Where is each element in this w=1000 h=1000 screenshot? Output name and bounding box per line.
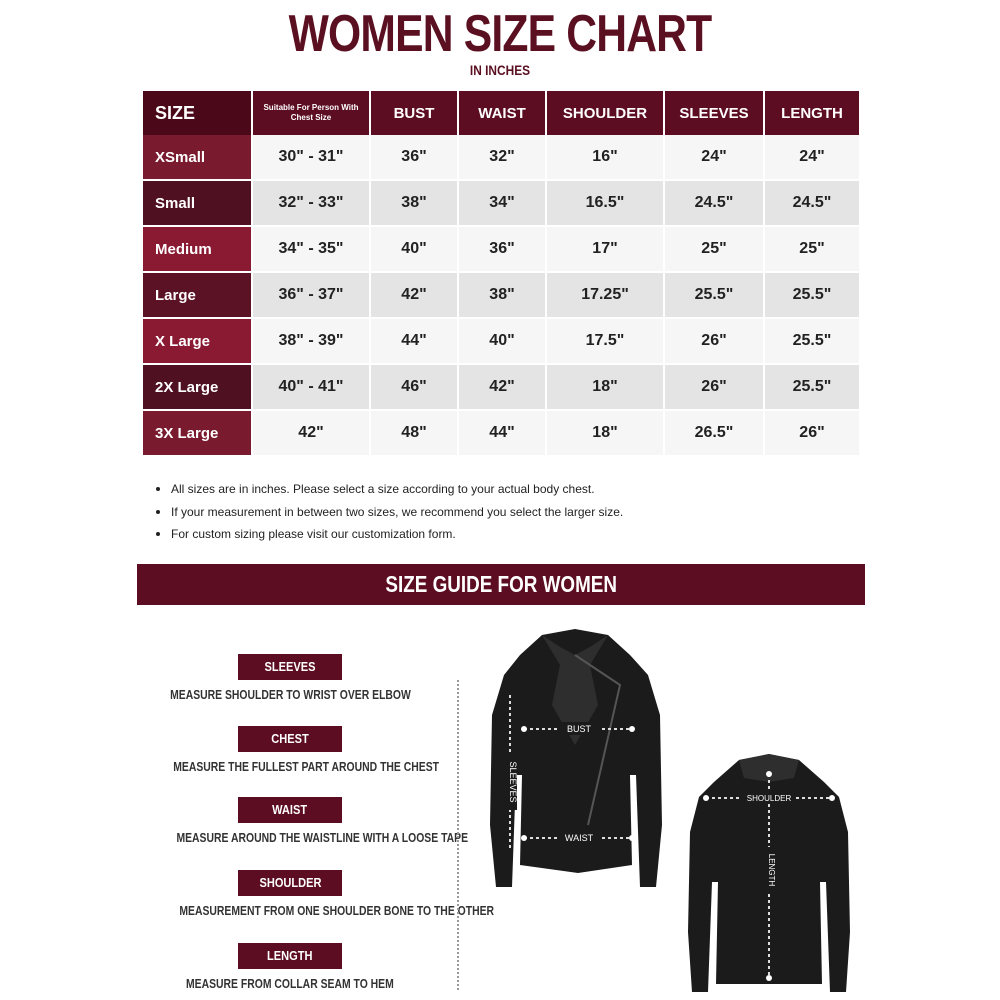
sleeves-label: SLEEVES: [508, 761, 518, 803]
table-cell: 24.5": [665, 181, 765, 227]
size-notes: [156, 478, 756, 546]
table-cell: 46": [371, 365, 459, 411]
table-cell: 48": [371, 411, 459, 457]
guide-description: [140, 976, 440, 991]
page-title: WOMEN SIZE CHART: [288, 5, 712, 63]
table-cell: 25.5": [765, 273, 859, 319]
size-guide-title: SIZE GUIDE FOR WOMEN: [385, 571, 617, 597]
guide-description: [140, 903, 495, 918]
front-jacket-image: [480, 625, 670, 895]
guide-divider: [457, 680, 459, 990]
table-cell: 24": [665, 135, 765, 181]
guide-item-chest: [140, 726, 440, 774]
table-cell: 26": [665, 319, 765, 365]
guide-description: [140, 687, 440, 702]
column-header-chest-size: Suitable For Person With Chest Size: [253, 91, 371, 135]
table-cell: 36" - 37": [253, 273, 371, 319]
table-cell: 16.5": [547, 181, 665, 227]
table-cell: 18": [547, 365, 665, 411]
guide-description-text: MEASUREMENT FROM ONE SHOULDER BONE TO THE OTHER: [179, 903, 495, 918]
guide-tag: [238, 654, 342, 680]
column-header-waist: WAIST: [459, 91, 547, 135]
table-cell: 36": [371, 135, 459, 181]
shoulder-label: SHOULDER: [746, 794, 792, 803]
size-label-cell: Large: [143, 273, 253, 319]
guide-item-length: [140, 943, 440, 991]
guide-item-sleeves: [140, 654, 440, 702]
table-cell: 42": [371, 273, 459, 319]
size-label-cell: XSmall: [143, 135, 253, 181]
table-cell: 38" - 39": [253, 319, 371, 365]
table-cell: 44": [459, 411, 547, 457]
table-row: [143, 181, 859, 227]
guide-tag-label: CHEST: [271, 731, 309, 746]
size-label-cell: 3X Large: [143, 411, 253, 457]
table-cell: 26.5": [665, 411, 765, 457]
guide-description-text: MEASURE AROUND THE WAISTLINE WITH A LOOSE TAPE: [176, 830, 469, 845]
size-chart-table: [143, 91, 859, 457]
table-cell: 40" - 41": [253, 365, 371, 411]
note-item: For custom sizing please visit our customization form.: [156, 523, 756, 546]
table-cell: 26": [765, 411, 859, 457]
table-cell: 42": [459, 365, 547, 411]
table-row: [143, 227, 859, 273]
guide-tag: [238, 726, 342, 752]
size-chart-body: [143, 135, 859, 457]
guide-description: [140, 830, 469, 845]
table-cell: 40": [371, 227, 459, 273]
table-row: [143, 273, 859, 319]
back-jacket-image: [684, 752, 854, 997]
guide-description: [140, 759, 440, 774]
size-guide-banner: [137, 564, 865, 605]
table-cell: 24": [765, 135, 859, 181]
table-cell: 16": [547, 135, 665, 181]
table-row: [143, 365, 859, 411]
length-label: LENGTH: [767, 853, 776, 887]
table-cell: 26": [665, 365, 765, 411]
guide-item-shoulder: [140, 870, 495, 918]
column-header-shoulder: SHOULDER: [547, 91, 665, 135]
column-header-length: LENGTH: [765, 91, 859, 135]
guide-tag-label: SHOULDER: [258, 875, 321, 890]
table-cell: 34" - 35": [253, 227, 371, 273]
column-header-size: SIZE: [143, 91, 253, 135]
table-cell: 38": [371, 181, 459, 227]
size-label-cell: X Large: [143, 319, 253, 365]
table-cell: 17.25": [547, 273, 665, 319]
table-cell: 24.5": [765, 181, 859, 227]
table-cell: 44": [371, 319, 459, 365]
table-cell: 32" - 33": [253, 181, 371, 227]
table-row: [143, 135, 859, 181]
guide-tag: [238, 943, 342, 969]
guide-item-waist: [140, 797, 469, 845]
table-cell: 25.5": [665, 273, 765, 319]
table-cell: 34": [459, 181, 547, 227]
guide-tag-label: LENGTH: [267, 948, 313, 963]
table-cell: 25": [665, 227, 765, 273]
size-label-cell: Small: [143, 181, 253, 227]
guide-tag-label: WAIST: [272, 802, 308, 817]
note-item: If your measurement in between two sizes, we recommend you select the larger size.: [156, 501, 756, 524]
table-cell: 38": [459, 273, 547, 319]
table-cell: 25.5": [765, 319, 859, 365]
table-cell: 42": [253, 411, 371, 457]
guide-tag: [238, 797, 342, 823]
table-cell: 17.5": [547, 319, 665, 365]
size-label-cell: Medium: [143, 227, 253, 273]
column-header-sleeves: SLEEVES: [665, 91, 765, 135]
table-cell: 25": [765, 227, 859, 273]
guide-description-text: MEASURE SHOULDER TO WRIST OVER ELBOW: [170, 687, 411, 702]
table-cell: 18": [547, 411, 665, 457]
table-cell: 17": [547, 227, 665, 273]
bust-label: BUST: [566, 724, 592, 734]
table-cell: 40": [459, 319, 547, 365]
guide-tag: [238, 870, 342, 896]
column-header-bust: BUST: [371, 91, 459, 135]
guide-description-text: MEASURE FROM COLLAR SEAM TO HEM: [186, 976, 394, 991]
page-subtitle: IN INCHES: [469, 62, 531, 78]
table-cell: 36": [459, 227, 547, 273]
table-row: [143, 411, 859, 457]
table-header-row: [143, 91, 859, 135]
note-item: All sizes are in inches. Please select a size according to your actual body chest.: [156, 478, 756, 501]
size-label-cell: 2X Large: [143, 365, 253, 411]
waist-label: WAIST: [564, 833, 594, 843]
table-cell: 32": [459, 135, 547, 181]
table-row: [143, 319, 859, 365]
guide-tag-label: SLEEVES: [264, 659, 316, 674]
guide-description-text: MEASURE THE FULLEST PART AROUND THE CHEST: [173, 759, 440, 774]
table-cell: 25.5": [765, 365, 859, 411]
table-cell: 30" - 31": [253, 135, 371, 181]
